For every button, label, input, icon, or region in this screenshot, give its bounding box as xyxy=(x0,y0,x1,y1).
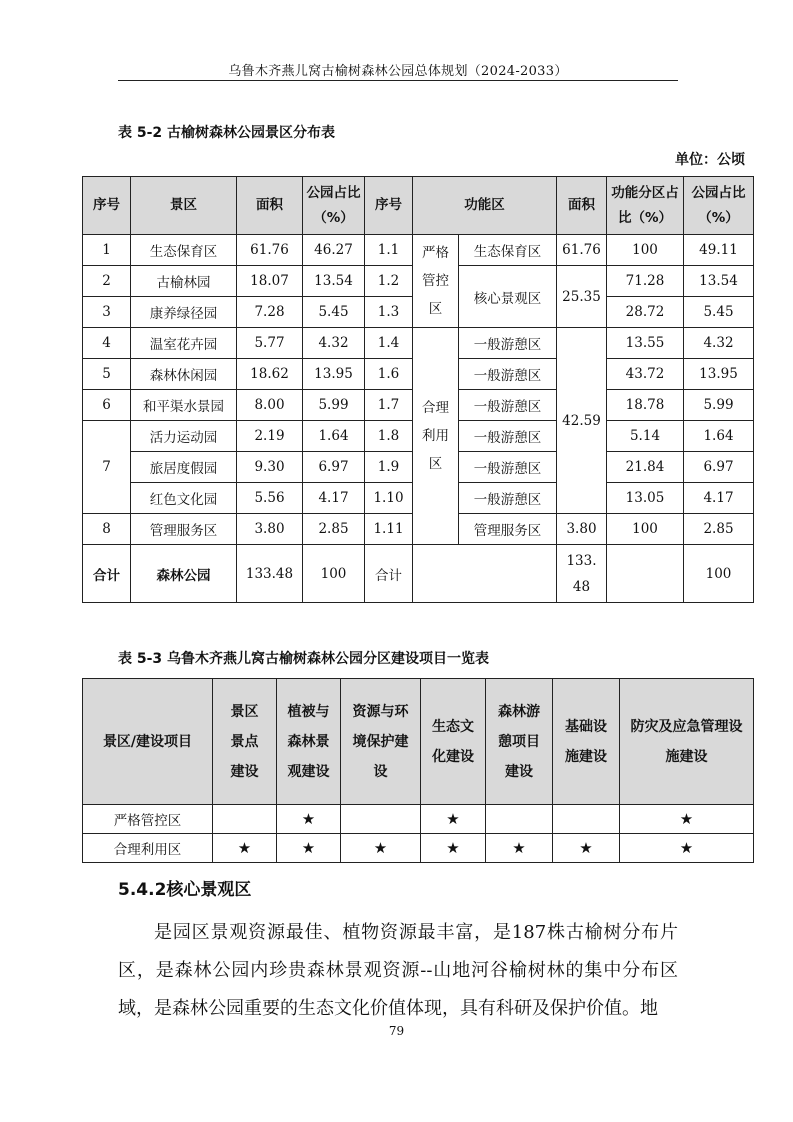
cell-no: 6 xyxy=(83,390,131,421)
col-header-vegetation: 植被与森林景观建设 xyxy=(277,679,341,805)
cell-pct: 1.64 xyxy=(303,421,365,452)
cell-area: 18.07 xyxy=(237,266,303,297)
cell-fpct: 13.55 xyxy=(607,328,684,359)
cell-ppct: 1.64 xyxy=(684,421,754,452)
cell-sub: 1.9 xyxy=(365,452,413,483)
col-header-recreation: 森林游憩项目建设 xyxy=(486,679,553,805)
cell-fname: 生态保育区 xyxy=(459,235,557,266)
cell-no: 5 xyxy=(83,359,131,390)
cell-fpct: 71.28 xyxy=(607,266,684,297)
zone-use-cell: 合理利用区 xyxy=(413,328,459,545)
star-icon: ★ xyxy=(277,805,341,834)
total-sub: 合计 xyxy=(365,545,413,603)
cell-ppct: 4.17 xyxy=(684,483,754,514)
cell-farea: 3.80 xyxy=(557,514,607,545)
cell-ppct: 4.32 xyxy=(684,328,754,359)
cell-sub: 1.6 xyxy=(365,359,413,390)
star-icon xyxy=(341,805,421,834)
col-header-func-area: 面积 xyxy=(557,177,607,235)
col-header-infrastructure: 基础设施建设 xyxy=(553,679,620,805)
table-row xyxy=(83,834,754,863)
cell-ppct: 6.97 xyxy=(684,452,754,483)
cell-pct: 4.32 xyxy=(303,328,365,359)
cell-no: 4 xyxy=(83,328,131,359)
total-pct: 100 xyxy=(303,545,365,603)
zone-strict-cell: 严格管控区 xyxy=(413,235,459,328)
cell-scenic: 生态保育区 xyxy=(131,235,237,266)
star-icon xyxy=(213,805,277,834)
col-header-zone: 景区/建设项目 xyxy=(83,679,213,805)
cell-fname: 一般游憩区 xyxy=(459,421,557,452)
cell-sub: 1.8 xyxy=(365,421,413,452)
star-icon: ★ xyxy=(421,834,486,863)
cell-pct: 2.85 xyxy=(303,514,365,545)
page-header: 乌鲁木齐燕儿窝古榆树森林公园总体规划（2024-2033） xyxy=(228,64,568,79)
star-icon: ★ xyxy=(213,834,277,863)
star-icon: ★ xyxy=(620,805,754,834)
table-row xyxy=(83,328,754,359)
col-header-park-pct: 公园占比（%） xyxy=(303,177,365,235)
cell-fpct: 28.72 xyxy=(607,297,684,328)
cell-no: 2 xyxy=(83,266,131,297)
cell-fname: 管理服务区 xyxy=(459,514,557,545)
total-farea: 133.48 xyxy=(557,545,607,603)
cell-pct: 46.27 xyxy=(303,235,365,266)
cell-sub: 1.4 xyxy=(365,328,413,359)
cell-ppct: 5.45 xyxy=(684,297,754,328)
page-number: 79 xyxy=(388,1024,405,1038)
star-icon xyxy=(553,805,620,834)
table1-unit: 单位：公顷 xyxy=(675,152,745,168)
col-header-sub-no: 序号 xyxy=(365,177,413,235)
star-icon: ★ xyxy=(620,834,754,863)
table2-caption: 表 5-3 乌鲁木齐燕儿窝古榆树森林公园分区建设项目一览表 xyxy=(118,651,490,667)
cell-sub: 1.7 xyxy=(365,390,413,421)
cell-pct: 4.17 xyxy=(303,483,365,514)
table1-header-row xyxy=(83,177,754,235)
cell-fname: 一般游憩区 xyxy=(459,359,557,390)
cell-fpct: 100 xyxy=(607,235,684,266)
col-header-park-pct2: 公园占比（%） xyxy=(684,177,754,235)
col-header-scenic-spot: 景区景点建设 xyxy=(213,679,277,805)
cell-area: 2.19 xyxy=(237,421,303,452)
core-area-cell: 25.35 xyxy=(557,266,607,328)
body-paragraph xyxy=(118,914,678,1028)
col-header-no: 序号 xyxy=(83,177,131,235)
cell-scenic: 活力运动园 xyxy=(131,421,237,452)
cell-scenic: 红色文化园 xyxy=(131,483,237,514)
core-zone-cell: 核心景观区 xyxy=(459,266,557,328)
cell-sub: 1.1 xyxy=(365,235,413,266)
total-area: 133.48 xyxy=(237,545,303,603)
total-ppct: 100 xyxy=(684,545,754,603)
col-header-disaster: 防灾及应急管理设施建设 xyxy=(620,679,754,805)
col-header-function-zone: 功能区 xyxy=(413,177,557,235)
table-row xyxy=(83,805,754,834)
cell-sub: 1.2 xyxy=(365,266,413,297)
star-icon: ★ xyxy=(553,834,620,863)
col-header-scenic: 景区 xyxy=(131,177,237,235)
cell-fpct: 100 xyxy=(607,514,684,545)
table1-caption: 表 5-2 古榆树森林公园景区分布表 xyxy=(118,125,336,141)
star-icon: ★ xyxy=(341,834,421,863)
cell-no: 8 xyxy=(83,514,131,545)
cell-area: 8.00 xyxy=(237,390,303,421)
cell-pct: 6.97 xyxy=(303,452,365,483)
cell-area: 18.62 xyxy=(237,359,303,390)
col-header-eco-culture: 生态文化建设 xyxy=(421,679,486,805)
col-header-area: 面积 xyxy=(237,177,303,235)
cell-area: 3.80 xyxy=(237,514,303,545)
cell-ppct: 5.99 xyxy=(684,390,754,421)
cell-pct: 5.99 xyxy=(303,390,365,421)
col-header-func-pct: 功能分区占比（%） xyxy=(607,177,684,235)
cell-fpct: 18.78 xyxy=(607,390,684,421)
total-row xyxy=(83,545,754,603)
cell-scenic: 和平渠水景园 xyxy=(131,390,237,421)
cell-farea: 61.76 xyxy=(557,235,607,266)
col-header-resource: 资源与环境保护建设 xyxy=(341,679,421,805)
cell-scenic: 森林休闲园 xyxy=(131,359,237,390)
cell-pct: 13.54 xyxy=(303,266,365,297)
construction-projects-table xyxy=(82,678,754,863)
star-icon: ★ xyxy=(277,834,341,863)
cell-fname: 一般游憩区 xyxy=(459,328,557,359)
cell-area: 5.77 xyxy=(237,328,303,359)
scenic-distribution-table xyxy=(82,176,754,603)
header-rule xyxy=(118,80,678,81)
total-empty xyxy=(413,545,557,603)
cell-ppct: 13.95 xyxy=(684,359,754,390)
cell-area: 9.30 xyxy=(237,452,303,483)
cell-no-7: 7 xyxy=(83,421,131,514)
star-icon xyxy=(486,805,553,834)
row-zone-name: 合理利用区 xyxy=(83,834,213,863)
section-title: 5.4.2核心景观区 xyxy=(118,880,252,900)
cell-area: 7.28 xyxy=(237,297,303,328)
cell-sub: 1.10 xyxy=(365,483,413,514)
cell-fname: 一般游憩区 xyxy=(459,483,557,514)
star-icon: ★ xyxy=(421,805,486,834)
cell-pct: 5.45 xyxy=(303,297,365,328)
total-empty2 xyxy=(607,545,684,603)
cell-ppct: 13.54 xyxy=(684,266,754,297)
cell-scenic: 康养绿径园 xyxy=(131,297,237,328)
cell-pct: 13.95 xyxy=(303,359,365,390)
table-row xyxy=(83,235,754,266)
cell-area: 61.76 xyxy=(237,235,303,266)
cell-fname: 一般游憩区 xyxy=(459,390,557,421)
star-icon: ★ xyxy=(486,834,553,863)
cell-area: 5.56 xyxy=(237,483,303,514)
total-scenic: 森林公园 xyxy=(131,545,237,603)
cell-sub: 1.11 xyxy=(365,514,413,545)
cell-scenic: 古榆林园 xyxy=(131,266,237,297)
cell-fpct: 5.14 xyxy=(607,421,684,452)
cell-scenic: 管理服务区 xyxy=(131,514,237,545)
cell-no: 1 xyxy=(83,235,131,266)
table2-header-row xyxy=(83,679,754,805)
cell-sub: 1.3 xyxy=(365,297,413,328)
cell-fpct: 13.05 xyxy=(607,483,684,514)
paragraph-text: 是园区景观资源最佳、植物资源最丰富，是187株古榆树分布片区，是森林公园内珍贵森林景观资源--山地河谷榆树林的集中分布区域，是森林公园重要的生态文化价值体现，具有科研及保护价值。地 xyxy=(118,922,678,1019)
cell-fpct: 43.72 xyxy=(607,359,684,390)
cell-fpct: 21.84 xyxy=(607,452,684,483)
cell-ppct: 49.11 xyxy=(684,235,754,266)
cell-no: 3 xyxy=(83,297,131,328)
total-label: 合计 xyxy=(83,545,131,603)
cell-scenic: 温室花卉园 xyxy=(131,328,237,359)
row-zone-name: 严格管控区 xyxy=(83,805,213,834)
cell-scenic: 旅居度假园 xyxy=(131,452,237,483)
use-area-cell: 42.59 xyxy=(557,328,607,514)
cell-ppct: 2.85 xyxy=(684,514,754,545)
cell-fname: 一般游憩区 xyxy=(459,452,557,483)
